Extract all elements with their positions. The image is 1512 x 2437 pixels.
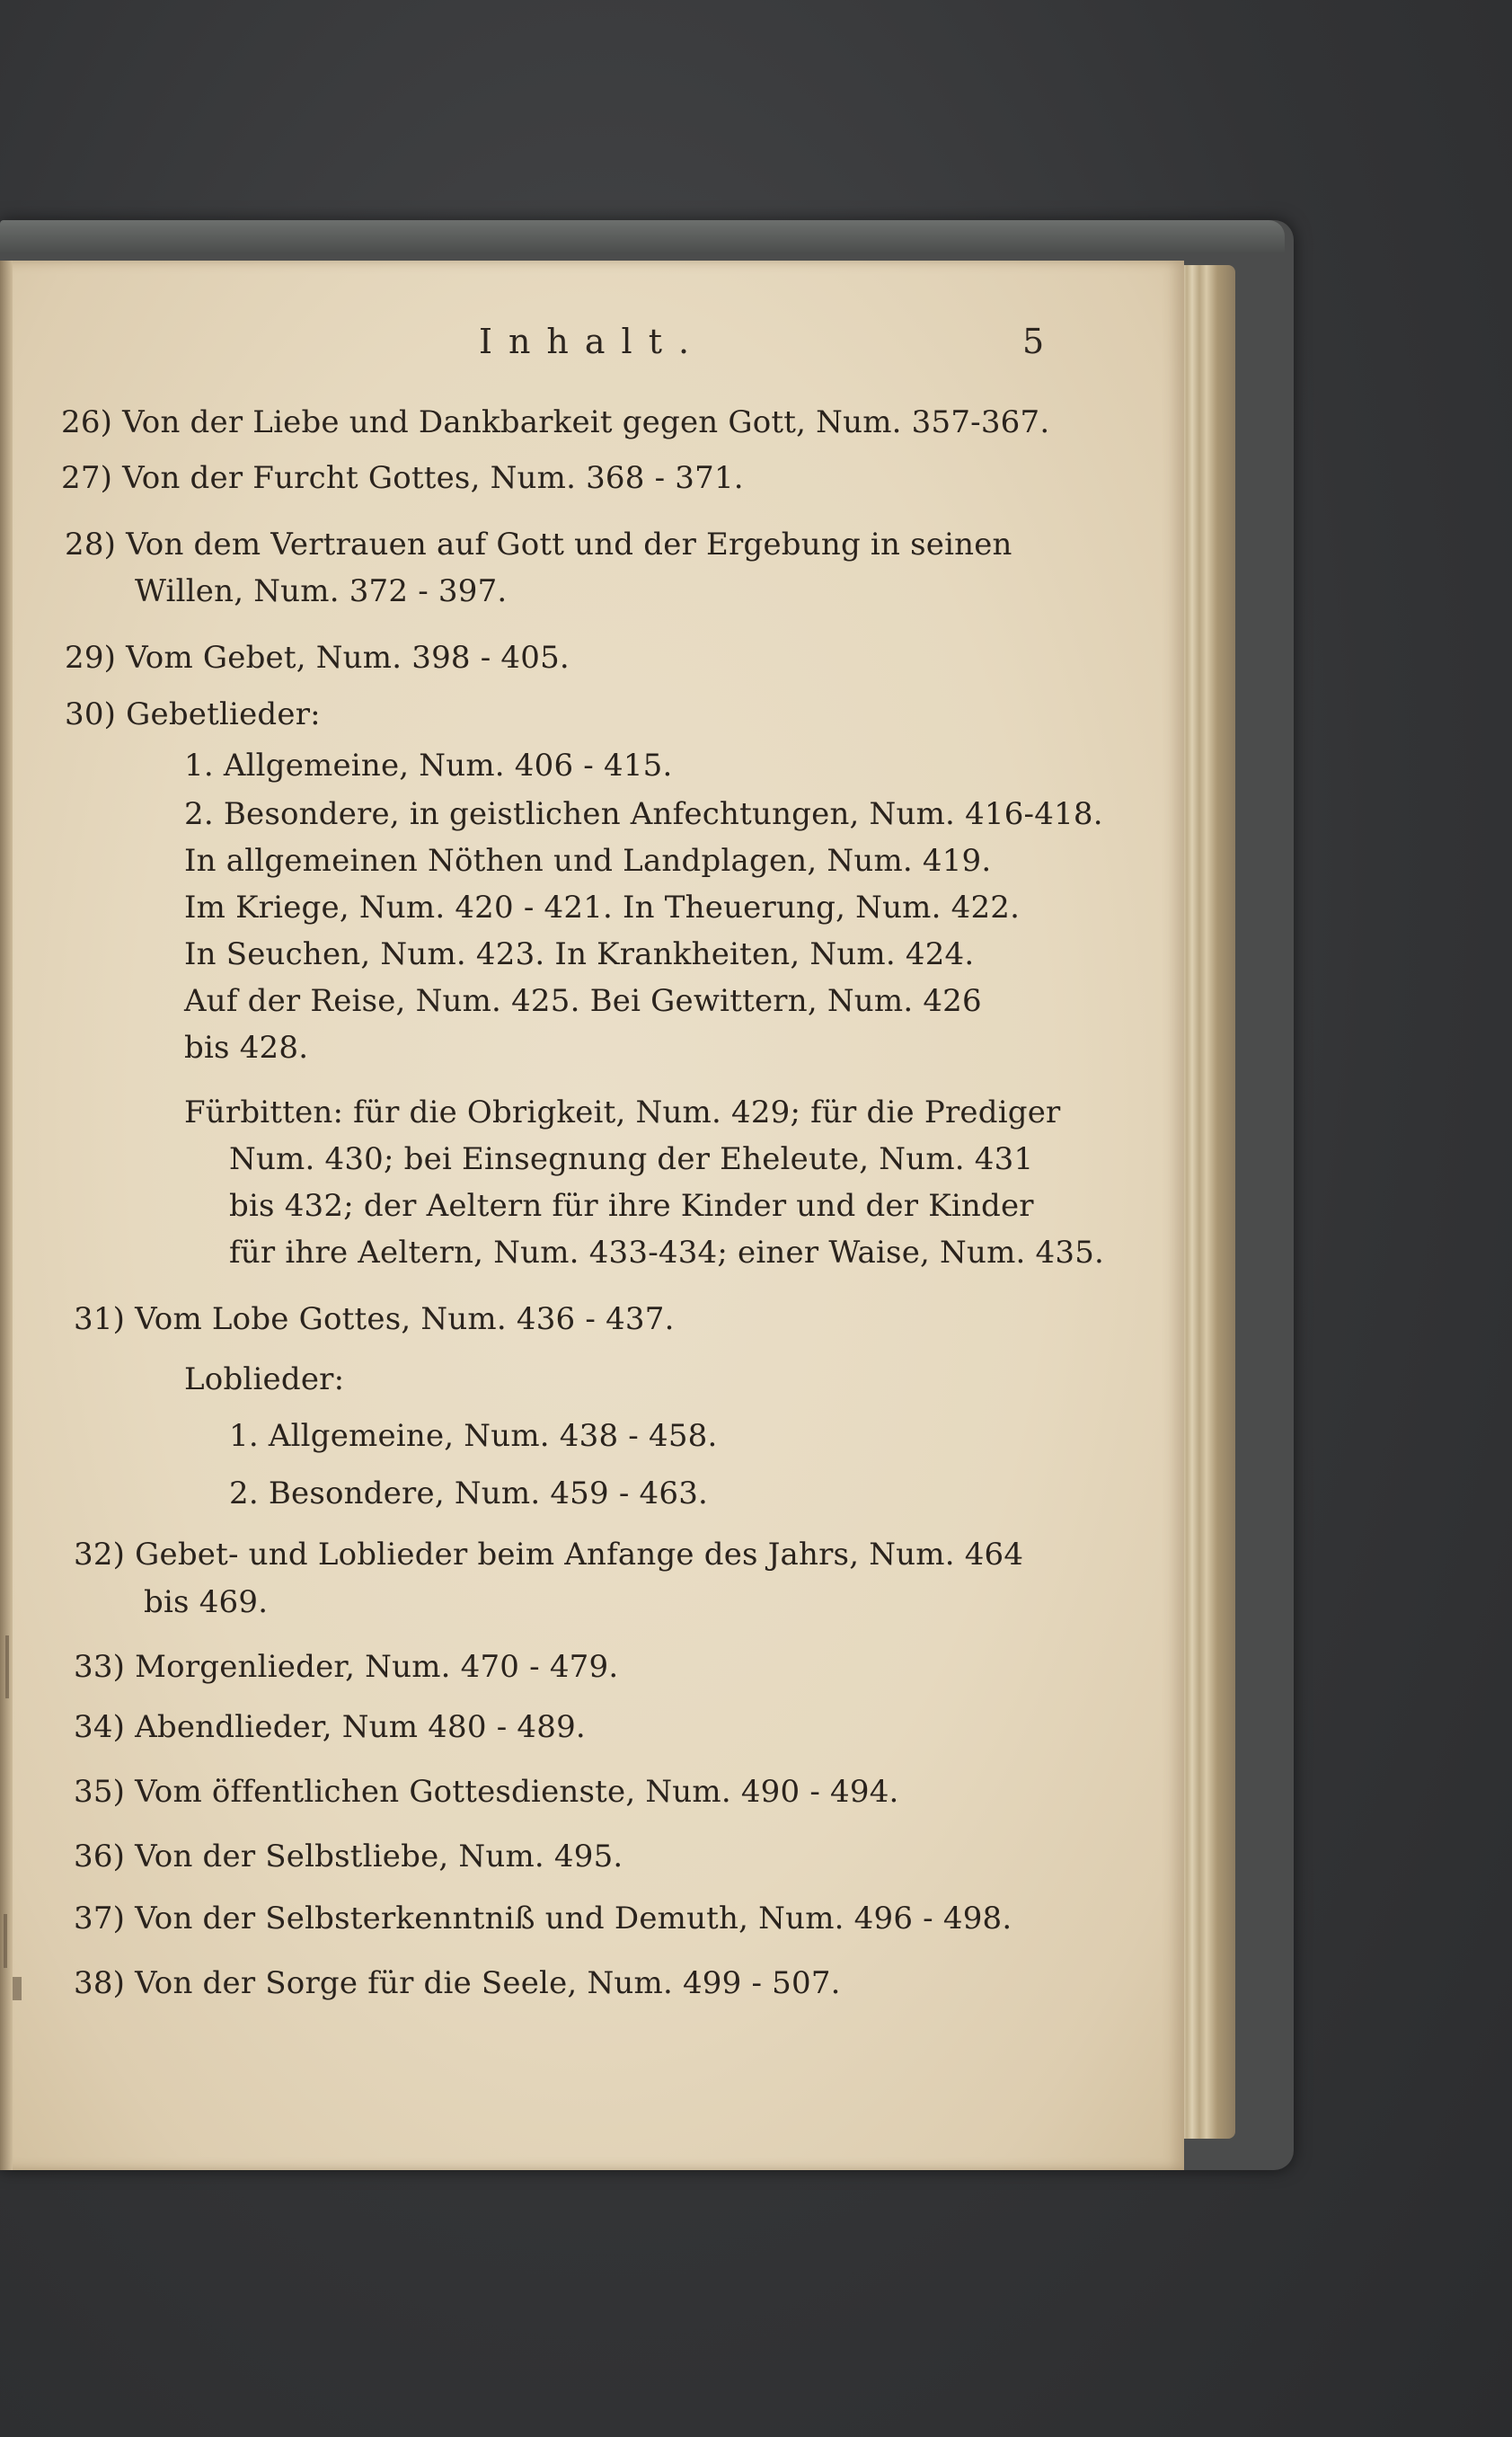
toc-entry-34: 34) Abendlieder, Num 480 - 489. [74, 1709, 586, 1745]
toc-entry-28-cont: Willen, Num. 372 - 397. [135, 573, 508, 609]
toc-loblieder: Loblieder: [184, 1361, 345, 1397]
toc-entry-29: 29) Vom Gebet, Num. 398 - 405. [65, 640, 570, 676]
toc-sub-2-line-3: Im Kriege, Num. 420 - 421. In Theuerung, Num. 422. [184, 890, 1021, 926]
toc-sub-2-line-5: Auf der Reise, Num. 425. Bei Gewittern, Num. 426 [184, 983, 982, 1019]
toc-fuerbitten-line-2: Num. 430; bei Einsegnung der Eheleute, Num. 431 [229, 1141, 1034, 1177]
ink-mark [5, 1635, 9, 1698]
toc-entry-37: 37) Von der Selbsterkenntniß und Demuth, Num. 496 - 498. [74, 1901, 1012, 1936]
toc-fuerbitten-line-4: für ihre Aeltern, Num. 433-434; einer Waise, Num. 435. [229, 1235, 1105, 1271]
page-header [0, 322, 1184, 376]
toc-sub-1: 1. Allgemeine, Num. 406 - 415. [184, 748, 673, 784]
toc-sub-2: 2. Besondere, in geistlichen Anfechtungen, Num. 416-418. [184, 796, 1103, 832]
toc-entry-27: 27) Von der Furcht Gottes, Num. 368 - 371. [61, 460, 744, 496]
cover-top-edge [0, 220, 1285, 253]
toc-entry-30: 30) Gebetlieder: [65, 696, 321, 732]
toc-loblieder-1: 1. Allgemeine, Num. 438 - 458. [229, 1418, 718, 1454]
toc-entry-35: 35) Vom öffentlichen Gottesdienste, Num. 490 - 494. [74, 1774, 899, 1810]
toc-entry-33: 33) Morgenlieder, Num. 470 - 479. [74, 1649, 619, 1685]
toc-entry-36: 36) Von der Selbstliebe, Num. 495. [74, 1839, 623, 1874]
toc-entry-31: 31) Vom Lobe Gottes, Num. 436 - 437. [74, 1301, 675, 1337]
toc-entry-28: 28) Von dem Vertrauen auf Gott und der Ergebung in seinen [65, 527, 1012, 563]
ink-mark [4, 1914, 7, 1968]
toc-fuerbitten: Fürbitten: für die Obrigkeit, Num. 429; für die Prediger [184, 1094, 1061, 1130]
toc-fuerbitten-line-3: bis 432; der Aeltern für ihre Kinder und der Kinder [229, 1188, 1034, 1224]
running-title: Inhalt. [478, 322, 706, 361]
page-number: 5 [1022, 322, 1045, 361]
toc-entry-32: 32) Gebet- und Loblieder beim Anfange des Jahrs, Num. 464 [74, 1537, 1024, 1573]
toc-sub-2-line-6: bis 428. [184, 1030, 309, 1066]
toc-sub-2-line-2: In allgemeinen Nöthen und Landplagen, Num. 419. [184, 843, 992, 879]
toc-entry-38: 38) Von der Sorge für die Seele, Num. 499 - 507. [74, 1965, 841, 2001]
toc-entry-32-cont: bis 469. [144, 1584, 269, 1620]
toc-loblieder-2: 2. Besondere, Num. 459 - 463. [229, 1475, 709, 1511]
toc-entry-26: 26) Von der Liebe und Dankbarkeit gegen Gott, Num. 357-367. [61, 404, 1050, 440]
page-gutter [0, 261, 13, 2170]
ink-mark [13, 1977, 22, 2000]
toc-sub-2-line-4: In Seuchen, Num. 423. In Krankheiten, Num. 424. [184, 936, 975, 972]
